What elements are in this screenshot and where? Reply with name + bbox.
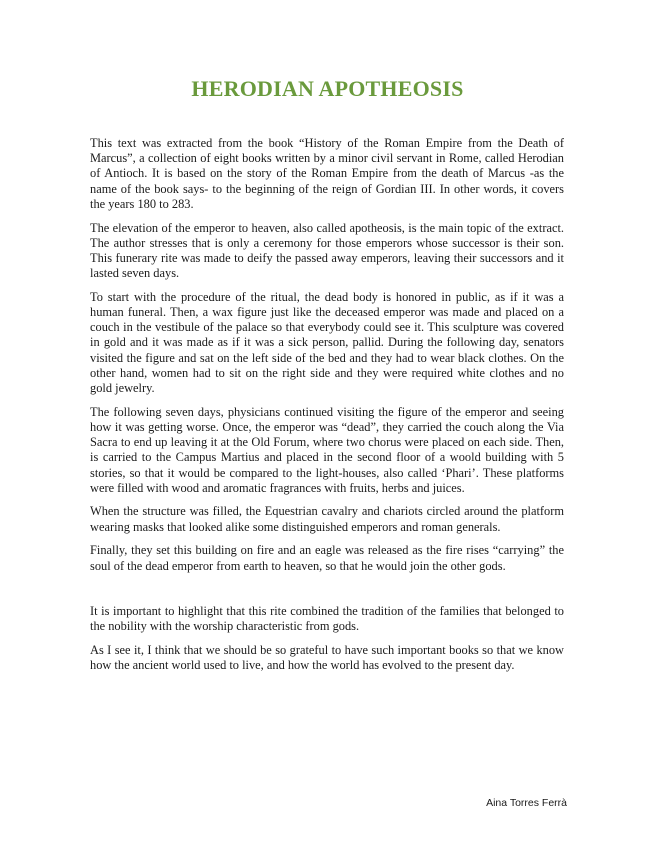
author-signature: Aina Torres Ferrà [486, 797, 567, 809]
paragraph-1: This text was extracted from the book “History of the Roman Empire from the Death of Marcus”, a collection of eight books written by a minor civil servant in Rome, called Herodian of Antioch. It is based on the story of the Roman Empire from the death of Marcus -as the name of the book says- to the beginning of the reign of Gordian III. In other words, it covers the years 180 to 283. [90, 136, 564, 211]
document-body [90, 136, 564, 682]
paragraph-8: As I see it, I think that we should be so grateful to have such important books so that we know how the ancient world used to live, and how the world has evolved to the present day. [90, 642, 564, 672]
paragraph-4: The following seven days, physicians continued visiting the figure of the emperor and seeing how it was getting worse. Once, the emperor was “dead”, they carried the couch along the Via Sacra to end up leaving it at the Old Forum, where two chorus were placed on each side. Then, is carried to the Campus Martius and placed in the second floor of a woold building with 5 stories, so that it would be compared to the light-houses, also called ‘Phari’. These platforms were filled with wood and aromatic fragrances with fruits, herbs and juices. [90, 404, 564, 495]
paragraph-3: To start with the procedure of the ritual, the dead body is honored in public, as if it was a human funeral. Then, a wax figure just like the deceased emperor was made and placed on a couch in the vestibule of the palace so that everybody could see it. This sculpture was covered in gold and it was made as if it was a sick person, pallid. During the following day, senators visited the figure and sat on the left side of the bed and they had to wear black clothes. On the other hand, women had to sit on the right side and they were required white clothes and no gold jewelry. [90, 289, 564, 396]
paragraph-6: Finally, they set this building on fire and an eagle was released as the fire rises “carrying” the soul of the dead emperor from earth to heaven, so that he would join the other gods. [90, 543, 564, 573]
paragraph-5: When the structure was filled, the Equestrian cavalry and chariots circled around the platform wearing masks that looked alike some distinguished emperors and roman generals. [90, 504, 564, 534]
paragraph-7: It is important to highlight that this rite combined the tradition of the families that belonged to the nobility with the worship characteristic from gods. [90, 603, 564, 633]
document-title: HERODIAN APOTHEOSIS [191, 76, 464, 101]
paragraph-2: The elevation of the emperor to heaven, also called apotheosis, is the main topic of the extract. The author stresses that is only a ceremony for those emperors whose successor is their son. This funerary rite was made to deify the passed away emperors, leaving their successors and it lasted seven days. [90, 220, 564, 281]
